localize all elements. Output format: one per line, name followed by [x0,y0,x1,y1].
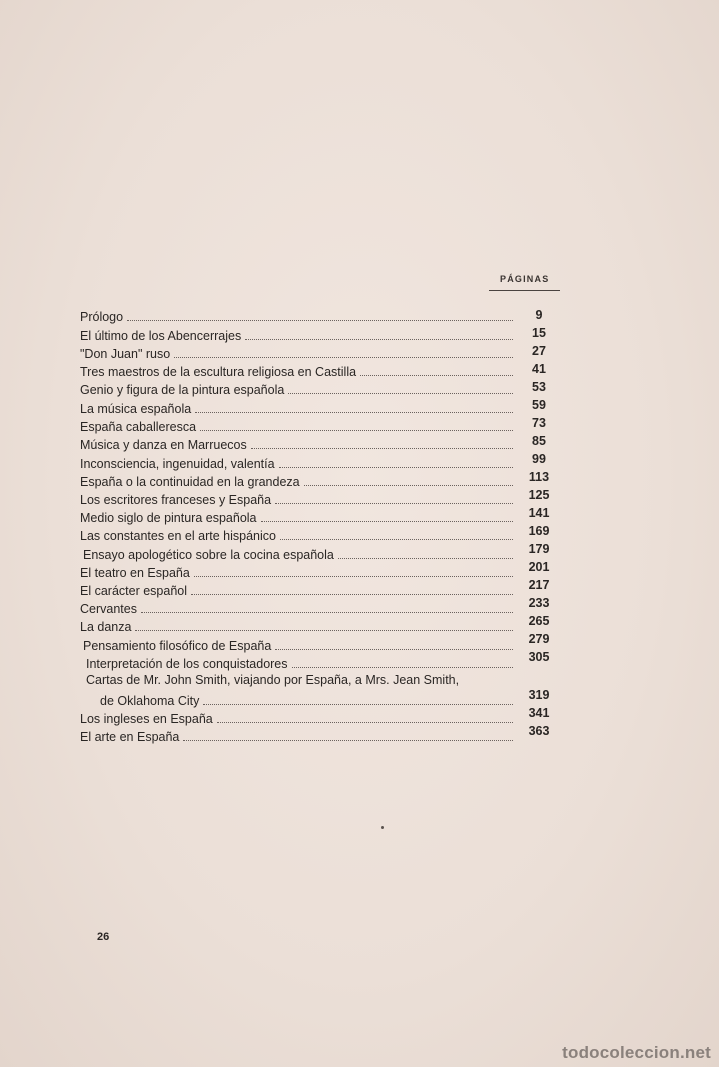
toc-entry-page: 9 [535,308,543,322]
dot-leader [195,412,513,413]
toc-entry [80,618,513,634]
dot-leader [183,740,513,741]
toc-entry [80,491,513,507]
toc-entry [80,345,513,361]
dot-leader [245,339,513,340]
toc-entry [80,327,513,343]
dot-leader [191,594,513,595]
toc-entry [80,473,513,489]
toc-entry [80,527,513,543]
dot-leader [261,521,513,522]
dot-leader [288,393,513,394]
watermark-suffix: .net [679,1043,711,1062]
toc-entry-title: El arte en España [80,730,180,744]
dot-leader [304,485,513,486]
toc-entry [80,363,513,379]
toc-entry-page: 233 [528,596,550,610]
watermark [562,1043,711,1063]
toc-entry-page: 41 [532,362,546,376]
toc-entry-page: 201 [528,560,550,574]
toc-entry [83,546,513,562]
toc-entry [80,418,513,434]
toc-entry [83,637,513,653]
toc-entry-title: Genio y figura de la pintura española [80,383,285,397]
toc-entry-title: Prólogo [80,310,124,324]
toc-entry-title: "Don Juan" ruso [80,347,171,361]
toc-entry-title: Medio siglo de pintura española [80,511,257,525]
toc-entry-page: 265 [528,614,550,628]
toc-entry-title: Tres maestros de la escultura religiosa en Castilla [80,365,357,379]
toc-entry [80,564,513,580]
dot-leader [292,667,513,668]
dot-leader [275,649,513,650]
toc-entry-title: El teatro en España [80,566,190,580]
toc-entry-page: 99 [532,452,546,466]
toc-entry-title: El último de los Abencerrajes [80,329,242,343]
heading-rule [489,290,560,291]
toc-entry [86,655,513,671]
toc-entry-title: Las constantes en el arte hispánico [80,529,276,543]
toc-entry-page: 363 [528,724,550,738]
dot-leader [360,375,513,376]
toc-entry-title: España caballeresca [80,420,197,434]
toc-entry-title: Los escritores franceses y España [80,493,272,507]
toc-entry-title: Interpretación de los conquistadores [86,657,288,671]
dot-leader [141,612,513,613]
paginas-heading: PÁGINAS [500,274,550,284]
dot-leader [200,430,513,431]
toc-entry [100,692,513,708]
toc-entry-page: 305 [528,650,550,664]
toc-entry-page: 15 [532,326,546,340]
toc-entry-page: 169 [528,524,550,538]
dot-leader [251,448,513,449]
toc-entry [80,509,513,525]
toc-entry-title: Ensayo apologético sobre la cocina española [83,548,334,562]
toc-entry-page: 179 [528,542,550,556]
dot-leader [280,539,513,540]
toc-entry-page: 53 [532,380,546,394]
dot-leader [127,320,513,321]
toc-entry [80,582,513,598]
dot-leader [174,357,513,358]
toc-entry-page: 59 [532,398,546,412]
toc-entry-title: Los ingleses en España [80,712,213,726]
dot-leader [194,576,513,577]
toc-entry [80,308,513,324]
toc-entry-title: El carácter español [80,584,188,598]
toc-entry-page: 319 [528,688,550,702]
toc-entry [80,436,513,452]
toc-entry-page: 73 [532,416,546,430]
toc-entry-page: 27 [532,344,546,358]
toc-entry-page: 279 [528,632,550,646]
dot-leader [275,503,513,504]
toc-entry [80,600,513,616]
toc-entry-title: La danza [80,620,132,634]
toc-entry-title: España o la continuidad en la grandeza [80,475,300,489]
toc-entry-page: 217 [528,578,550,592]
toc-entry [80,728,513,744]
paper-speck [381,826,384,829]
page-number: 26 [97,931,110,943]
dot-leader [217,722,513,723]
dot-leader [279,467,513,468]
toc-entry-title-line1: Cartas de Mr. John Smith, viajando por España, a Mrs. Jean Smith, [86,673,460,687]
watermark-text: todocoleccion [562,1043,680,1062]
toc-entry [80,455,513,471]
toc-entry-title: La música española [80,402,192,416]
toc-entry-page: 85 [532,434,546,448]
toc-entry-page: 341 [528,706,550,720]
toc-entry-page: 125 [528,488,550,502]
toc-entry-page: 113 [528,470,550,484]
toc-entry-page: 141 [528,506,550,520]
toc-entry-title: de Oklahoma City [100,694,200,708]
toc-entry-title: Pensamiento filosófico de España [83,639,272,653]
dot-leader [338,558,513,559]
dot-leader [203,704,513,705]
dot-leader [135,630,513,631]
toc-entry-title: Cervantes [80,602,137,616]
toc-entry [80,710,513,726]
toc-entry-title: Música y danza en Marruecos [80,438,247,452]
toc-entry [80,400,513,416]
toc-entry-title: Inconsciencia, ingenuidad, valentía [80,457,275,471]
toc-entry [80,381,513,397]
